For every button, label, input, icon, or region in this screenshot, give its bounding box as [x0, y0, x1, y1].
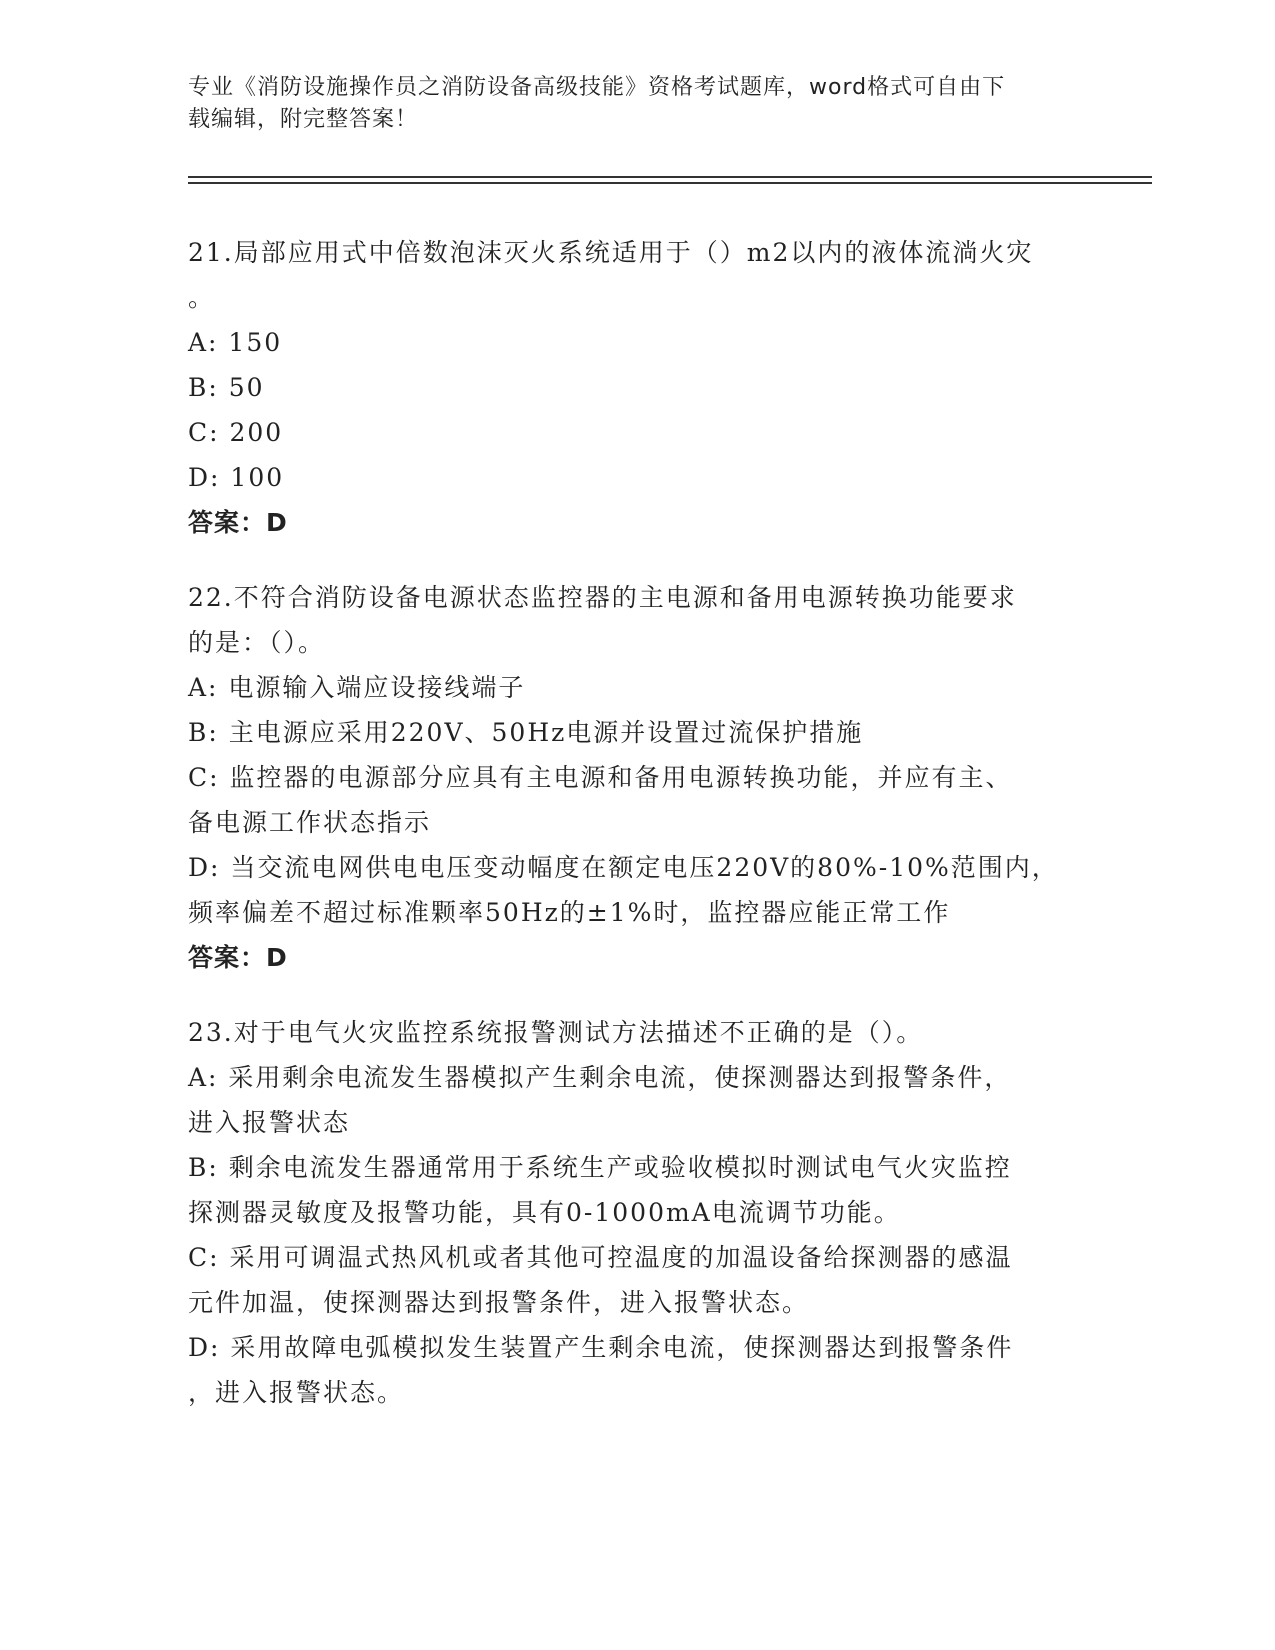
option-line: B: 50 — [188, 373, 265, 402]
option-line: A: 电源输入端应设接线端子 — [188, 673, 526, 702]
option-line: 频率偏差不超过标准颗率50Hz的±1%时，监控器应能正常工作 — [188, 898, 951, 927]
option-line: C: 采用可调温式热风机或者其他可控温度的加温设备给探测器的感温 — [188, 1243, 1013, 1272]
option-line: C: 200 — [188, 418, 284, 447]
option-line: D: 100 — [188, 463, 285, 492]
document-header — [188, 72, 1088, 136]
question-block — [188, 230, 1088, 545]
option-line: 进入报警状态 — [188, 1108, 351, 1137]
question-stem-line: 。 — [188, 283, 216, 312]
header-divider-top — [188, 176, 1152, 178]
question-stem-line: 的是：（）。 — [188, 628, 326, 657]
answer-line: 答案：D — [188, 508, 288, 537]
question-stem-line: 21.局部应用式中倍数泡沫灭火系统适用于（）m2以内的液体流淌火灾 — [188, 238, 1034, 267]
option-line: B: 剩余电流发生器通常用于系统生产或验收模拟时测试电气火灾监控 — [188, 1153, 1012, 1182]
header-line-1: 专业《消防设施操作员之消防设备高级技能》资格考试题库，word格式可自由下 — [188, 75, 1006, 100]
option-line: 备电源工作状态指示 — [188, 808, 432, 837]
question-stem-line: 22.不符合消防设备电源状态监控器的主电源和备用电源转换功能要求 — [188, 583, 1017, 612]
question-stem-line: 23.对于电气火灾监控系统报警测试方法描述不正确的是（）。 — [188, 1018, 924, 1047]
option-line: D: 当交流电网供电电压变动幅度在额定电压220V的80%-10%范围内， — [188, 853, 1059, 882]
option-line: A: 采用剩余电流发生器模拟产生剩余电流，使探测器达到报警条件， — [188, 1063, 1012, 1092]
option-line: D: 采用故障电弧模拟发生装置产生剩余电流，使探测器达到报警条件 — [188, 1333, 1014, 1362]
question-block — [188, 1010, 1088, 1415]
header-line-2: 载编辑，附完整答案！ — [188, 107, 419, 132]
option-line: ，进入报警状态。 — [188, 1378, 405, 1407]
option-line: B: 主电源应采用220V、50Hz电源并设置过流保护措施 — [188, 718, 864, 747]
option-line: C: 监控器的电源部分应具有主电源和备用电源转换功能，并应有主、 — [188, 763, 1013, 792]
header-divider-bottom — [188, 182, 1152, 184]
answer-line: 答案：D — [188, 943, 288, 972]
option-line: 探测器灵敏度及报警功能，具有0-1000mA电流调节功能。 — [188, 1198, 901, 1227]
question-block — [188, 575, 1088, 980]
option-line: 元件加温，使探测器达到报警条件，进入报警状态。 — [188, 1288, 810, 1317]
option-line: A: 150 — [188, 328, 283, 357]
question-list — [188, 230, 1088, 1445]
